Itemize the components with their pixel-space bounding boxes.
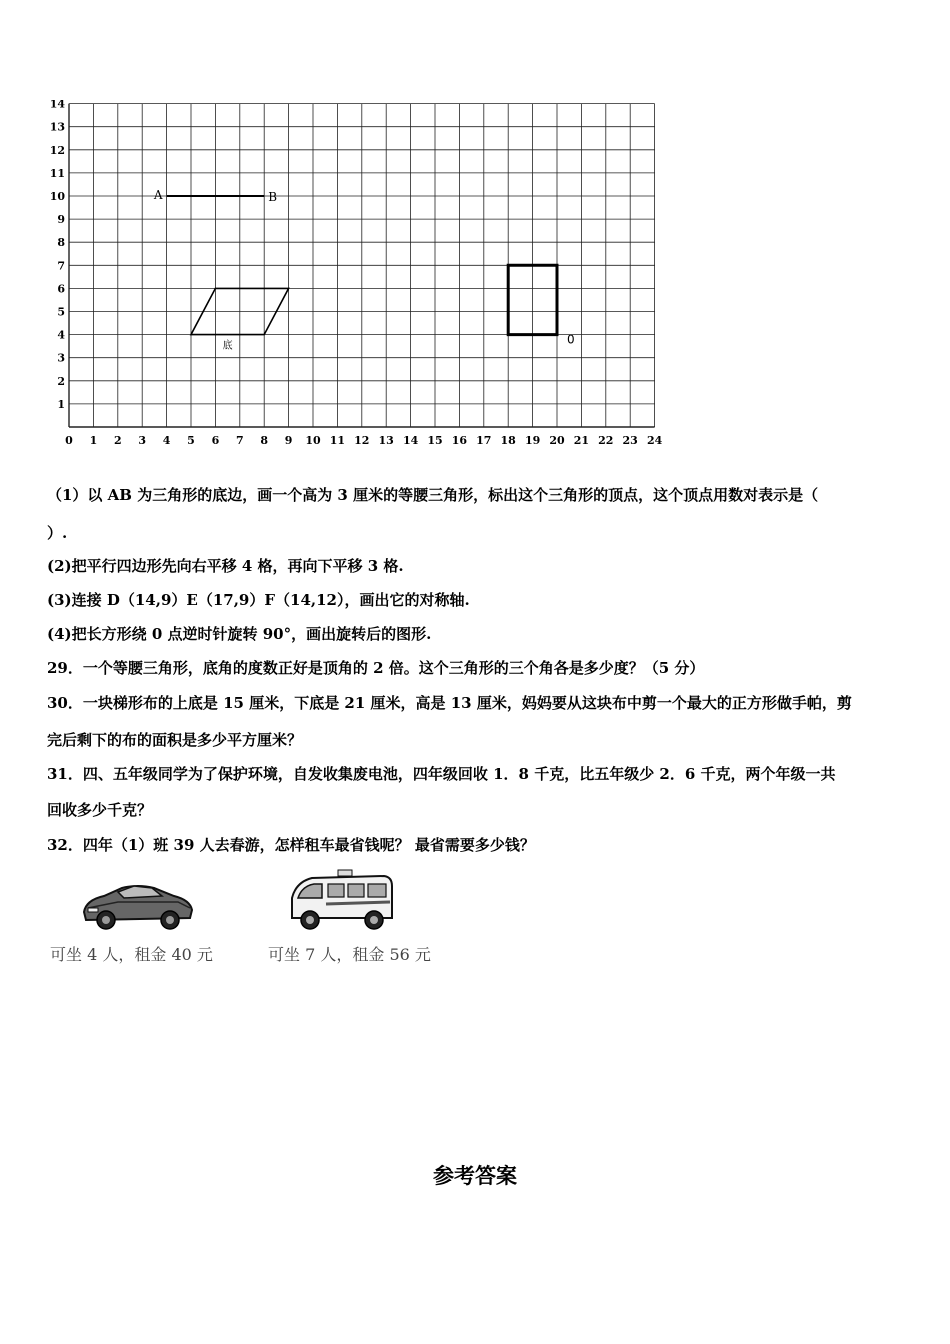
car-image	[78, 878, 198, 934]
x-tick-label: 3	[138, 434, 147, 447]
x-tick-label: 9	[284, 434, 293, 447]
y-tick-label: 4	[57, 328, 65, 342]
y-tick-label: 12	[49, 143, 65, 157]
question-28-4: (4)把长方形绕 0 点逆时针旋转 90°，画出旋转后的图形.	[47, 625, 432, 643]
coordinate-grid	[40, 100, 670, 450]
x-tick-label: 13	[378, 434, 394, 447]
x-tick-label: 0	[65, 434, 73, 447]
x-tick-label: 24	[646, 434, 663, 447]
y-tick-label: 3	[57, 351, 65, 365]
x-tick-label: 18	[500, 434, 516, 447]
question-30-line1: 30．一块梯形布的上底是 15 厘米，下底是 21 厘米，高是 13 厘米，妈妈要从这块布中剪一个最大的正方形做手帕，剪	[47, 694, 852, 712]
y-tick-label: 13	[49, 120, 65, 134]
x-tick-label: 8	[260, 434, 269, 447]
parallelogram-base-label: 底	[222, 340, 233, 352]
y-tick-label: 1	[57, 397, 65, 411]
x-tick-label: 5	[187, 434, 195, 447]
x-tick-label: 6	[211, 434, 220, 447]
x-tick-label: 4	[162, 434, 171, 447]
point-b-label: B	[268, 190, 278, 204]
x-tick-label: 19	[524, 434, 541, 447]
y-tick-label: 9	[57, 213, 65, 227]
y-tick-label: 6	[57, 282, 65, 296]
y-tick-label: 7	[57, 259, 65, 273]
x-tick-label: 2	[113, 434, 122, 447]
question-28-1-line2: ）.	[47, 524, 68, 542]
y-tick-label: 5	[57, 305, 65, 319]
question-30-line2: 完后剩下的布的面积是多少平方厘米？	[47, 731, 303, 749]
x-tick-label: 7	[235, 434, 244, 447]
car-caption: 可坐 4 人，租金 40 元	[50, 945, 213, 964]
van-image	[286, 868, 396, 936]
van-caption: 可坐 7 人，租金 56 元	[268, 945, 431, 964]
coordinate-grid-figure	[40, 100, 670, 450]
y-tick-label: 14	[49, 100, 65, 111]
y-tick-label: 11	[49, 166, 65, 180]
x-tick-label: 22	[598, 434, 614, 447]
x-tick-label: 10	[305, 434, 321, 447]
question-31-line2: 回收多少千克？	[47, 801, 153, 819]
x-tick-label: 17	[476, 434, 492, 447]
x-tick-label: 20	[549, 434, 565, 447]
question-32: 32．四年（1）班 39 人去春游，怎样租车最省钱呢？ 最省需要多少钱？	[47, 836, 535, 854]
x-tick-label: 21	[573, 434, 590, 447]
y-tick-label: 10	[49, 190, 65, 203]
question-29: 29．一个等腰三角形，底角的度数正好是顶角的 2 倍。这个三角形的三个角各是多少度？（5 分）	[47, 659, 705, 677]
y-tick-label: 2	[57, 374, 65, 388]
x-tick-label: 15	[427, 434, 443, 447]
x-tick-label: 16	[451, 434, 468, 447]
question-28-1-line1: （1）以 AB 为三角形的底边，画一个高为 3 厘米的等腰三角形，标出这个三角形的顶点，这个顶点用数对表示是（	[47, 486, 819, 504]
pivot-point-label: 0	[567, 332, 575, 347]
x-tick-label: 14	[402, 434, 419, 447]
x-tick-label: 11	[329, 434, 346, 447]
question-31-line1: 31．四、五年级同学为了保护环境，自发收集废电池，四年级回收 1．8 千克，比五年级少 2．6 千克，两个年级一共	[47, 765, 836, 783]
point-a-label: A	[153, 188, 163, 202]
y-tick-label: 8	[57, 236, 65, 250]
question-28-2: (2)把平行四边形先向右平移 4 格，再向下平移 3 格.	[47, 557, 404, 575]
x-tick-label: 23	[622, 434, 638, 447]
answer-heading: 参考答案	[433, 1164, 517, 1188]
question-28-3: (3)连接 D（14,9）E（17,9）F（14,12），画出它的对称轴.	[47, 591, 470, 609]
x-tick-label: 1	[89, 434, 98, 447]
x-tick-label: 12	[354, 434, 370, 447]
